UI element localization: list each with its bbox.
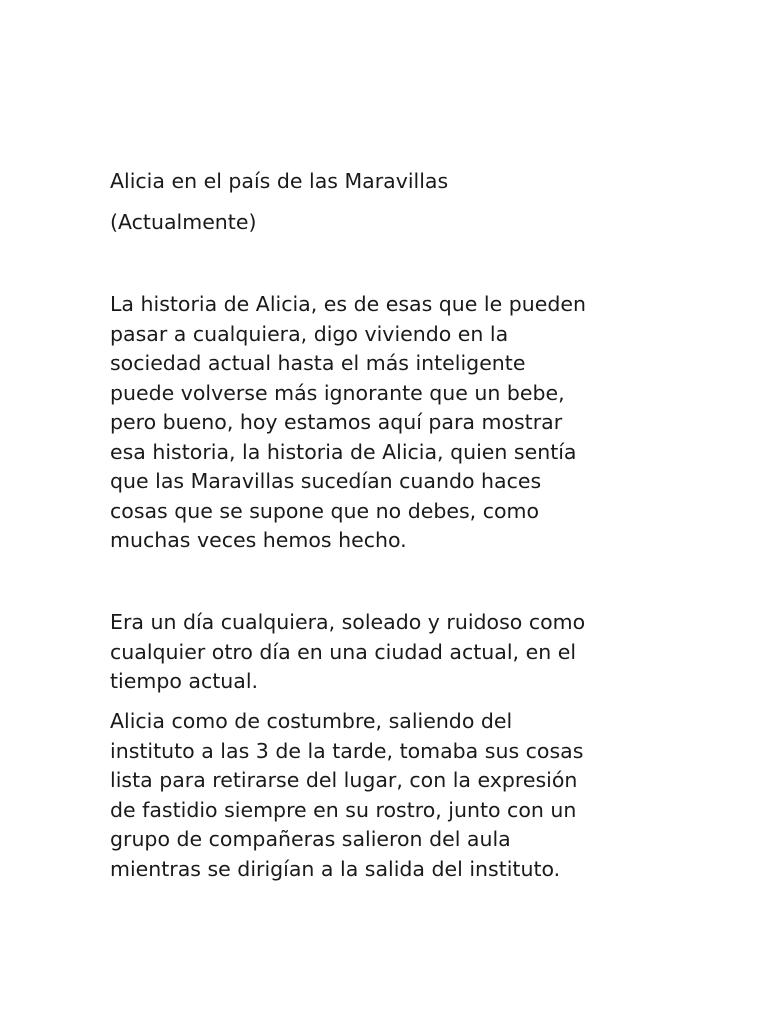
document-subtitle: (Actualmente) <box>110 210 257 234</box>
document-title: Alicia en el país de las Maravillas <box>110 169 449 193</box>
paragraph-intro: La historia de Alicia, es de esas que le pueden pasar a cualquiera, digo viviendo en la sociedad actual hasta el más inteligente puede volverse más ignorante que un bebe, pero bueno, hoy estamos aquí para mostrar esa historia, la historia de Alicia, quien sentía que las Maravillas sucedían cuando haces cosas que se supone que no debes, como muchas veces hemos hecho. <box>110 292 586 552</box>
paragraph-day: Era un día cualquiera, soleado y ruidoso como cualquier otro día en una ciudad actual, en el tiempo actual. <box>110 610 586 693</box>
paragraph-school: Alicia como de costumbre, saliendo del instituto a las 3 de la tarde, tomaba sus cosas lista para retirarse del lugar, con la expresión de fastidio siempre en su rostro, junto con un grupo de compañeras salieron del aula mientras se dirigían a la salida del instituto. <box>110 709 584 881</box>
